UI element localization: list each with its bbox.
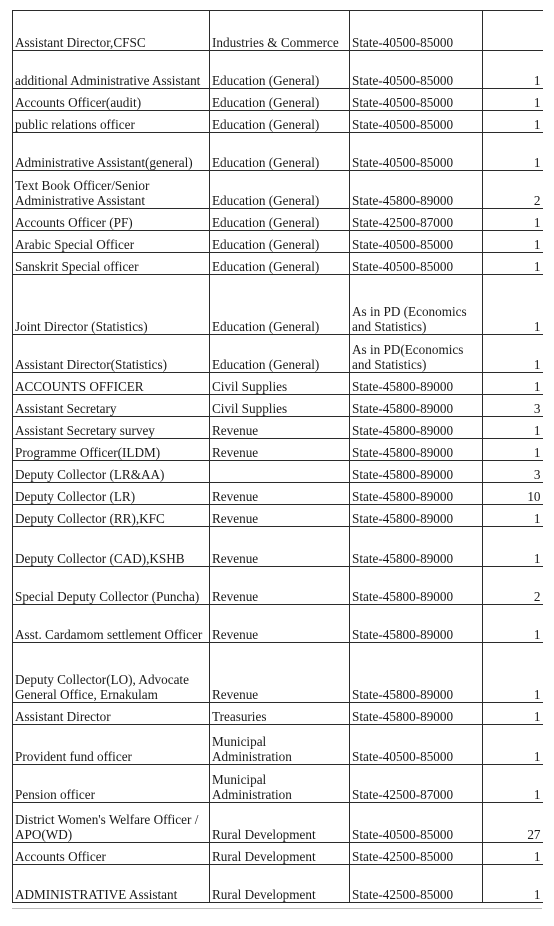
pay-scale-cell: State-45800-89000: [350, 395, 483, 417]
table-row: [13, 11, 543, 51]
vacancy-count-cell: 1: [483, 527, 543, 567]
post-cell: Accounts Officer: [13, 843, 210, 865]
post-cell: Deputy Collector (CAD),KSHB: [13, 527, 210, 567]
pay-scale-cell: State-40500-85000: [350, 253, 483, 275]
table-row: [13, 765, 543, 803]
post-cell: ADMINISTRATIVE Assistant: [13, 865, 210, 903]
posts-table: [12, 10, 543, 903]
pay-scale-cell: State-42500-87000: [350, 209, 483, 231]
post-cell: Joint Director (Statistics): [13, 275, 210, 335]
department-cell: Revenue: [210, 439, 350, 461]
department-cell: Education (General): [210, 111, 350, 133]
post-cell: Assistant Director,CFSC: [13, 11, 210, 51]
pay-scale-cell: State-45800-89000: [350, 605, 483, 643]
post-cell: Accounts Officer (PF): [13, 209, 210, 231]
pay-scale-cell: State-40500-85000: [350, 133, 483, 171]
department-cell: Revenue: [210, 605, 350, 643]
vacancy-count-cell: 1: [483, 373, 543, 395]
post-cell: Administrative Assistant(general): [13, 133, 210, 171]
table-row: [13, 111, 543, 133]
pay-scale-cell: As in PD (Economics and Statistics): [350, 275, 483, 335]
table-row: [13, 505, 543, 527]
pay-scale-cell: State-45800-89000: [350, 483, 483, 505]
department-cell: Industries & Commerce: [210, 11, 350, 51]
department-cell: Rural Development: [210, 843, 350, 865]
table-row: [13, 209, 543, 231]
post-cell: Assistant Director: [13, 703, 210, 725]
department-cell: Revenue: [210, 643, 350, 703]
vacancy-count-cell: 1: [483, 89, 543, 111]
vacancy-count-cell: 1: [483, 439, 543, 461]
pay-scale-cell: State-45800-89000: [350, 171, 483, 209]
post-cell: Deputy Collector(LO), Advocate General Office, Ernakulam: [13, 643, 210, 703]
department-cell: Education (General): [210, 209, 350, 231]
department-cell: Education (General): [210, 335, 350, 373]
pay-scale-cell: State-40500-85000: [350, 803, 483, 843]
table-row: [13, 865, 543, 903]
vacancy-count-cell: 1: [483, 505, 543, 527]
pay-scale-cell: State-40500-85000: [350, 231, 483, 253]
pay-scale-cell: State-40500-85000: [350, 11, 483, 51]
table-row: [13, 231, 543, 253]
post-cell: Asst. Cardamom settlement Officer: [13, 605, 210, 643]
post-cell: Assistant Secretary survey: [13, 417, 210, 439]
post-cell: Assistant Secretary: [13, 395, 210, 417]
vacancy-count-cell: 1: [483, 209, 543, 231]
table-row: [13, 703, 543, 725]
post-cell: Pension officer: [13, 765, 210, 803]
table-row: [13, 395, 543, 417]
post-cell: Text Book Officer/Senior Administrative Assistant: [13, 171, 210, 209]
post-cell: Arabic Special Officer: [13, 231, 210, 253]
table-row: [13, 843, 543, 865]
table-row: [13, 171, 543, 209]
vacancy-count-cell: 3: [483, 395, 543, 417]
vacancy-count-cell: 1: [483, 335, 543, 373]
department-cell: Rural Development: [210, 803, 350, 843]
table-row: [13, 335, 543, 373]
vacancy-count-cell: 1: [483, 843, 543, 865]
pay-scale-cell: State-40500-85000: [350, 51, 483, 89]
table-row: [13, 605, 543, 643]
pay-scale-cell: State-45800-89000: [350, 417, 483, 439]
pay-scale-cell: State-45800-89000: [350, 373, 483, 395]
department-cell: Civil Supplies: [210, 373, 350, 395]
department-cell: Revenue: [210, 505, 350, 527]
table-row: [13, 133, 543, 171]
page-bottom-edge: [12, 908, 542, 909]
table-row: [13, 567, 543, 605]
table-row: [13, 417, 543, 439]
vacancy-count-cell: 27: [483, 803, 543, 843]
table-row: [13, 439, 543, 461]
department-cell: Treasuries: [210, 703, 350, 725]
department-cell: Revenue: [210, 567, 350, 605]
table-row: [13, 803, 543, 843]
department-cell: Rural Development: [210, 865, 350, 903]
pay-scale-cell: State-42500-85000: [350, 843, 483, 865]
table-row: [13, 643, 543, 703]
vacancy-count-cell: 2: [483, 171, 543, 209]
post-cell: Accounts Officer(audit): [13, 89, 210, 111]
pay-scale-cell: State-42500-87000: [350, 765, 483, 803]
vacancy-count-cell: 1: [483, 275, 543, 335]
department-cell: Education (General): [210, 51, 350, 89]
post-cell: public relations officer: [13, 111, 210, 133]
pay-scale-cell: State-45800-89000: [350, 439, 483, 461]
department-cell: Municipal Administration: [210, 765, 350, 803]
vacancy-count-cell: 1: [483, 765, 543, 803]
department-cell: Civil Supplies: [210, 395, 350, 417]
pay-scale-cell: State-40500-85000: [350, 111, 483, 133]
vacancy-count-cell: 2: [483, 567, 543, 605]
pay-scale-cell: State-45800-89000: [350, 461, 483, 483]
vacancy-count-cell: 1: [483, 725, 543, 765]
department-cell: Education (General): [210, 253, 350, 275]
pay-scale-cell: State-45800-89000: [350, 567, 483, 605]
posts-table-body: [13, 11, 543, 903]
pay-scale-cell: State-40500-85000: [350, 725, 483, 765]
document-page: [12, 10, 542, 903]
pay-scale-cell: State-45800-89000: [350, 703, 483, 725]
vacancy-count-cell: 1: [483, 865, 543, 903]
vacancy-count-cell: 1: [483, 111, 543, 133]
post-cell: additional Administrative Assistant: [13, 51, 210, 89]
pay-scale-cell: As in PD(Economics and Statistics): [350, 335, 483, 373]
vacancy-count-cell: 1: [483, 253, 543, 275]
vacancy-count-cell: 1: [483, 643, 543, 703]
department-cell: Education (General): [210, 275, 350, 335]
post-cell: Provident fund officer: [13, 725, 210, 765]
post-cell: Special Deputy Collector (Puncha): [13, 567, 210, 605]
vacancy-count-cell: 1: [483, 51, 543, 89]
table-row: [13, 483, 543, 505]
vacancy-count-cell: 1: [483, 703, 543, 725]
department-cell: Revenue: [210, 527, 350, 567]
post-cell: Assistant Director(Statistics): [13, 335, 210, 373]
table-row: [13, 275, 543, 335]
post-cell: ACCOUNTS OFFICER: [13, 373, 210, 395]
post-cell: Deputy Collector (LR): [13, 483, 210, 505]
department-cell: Municipal Administration: [210, 725, 350, 765]
department-cell: Education (General): [210, 171, 350, 209]
pay-scale-cell: State-45800-89000: [350, 643, 483, 703]
vacancy-count-cell: [483, 11, 543, 51]
department-cell: Education (General): [210, 89, 350, 111]
vacancy-count-cell: 1: [483, 605, 543, 643]
department-cell: Revenue: [210, 483, 350, 505]
table-row: [13, 461, 543, 483]
table-row: [13, 527, 543, 567]
department-cell: Education (General): [210, 133, 350, 171]
table-row: [13, 89, 543, 111]
pay-scale-cell: State-45800-89000: [350, 527, 483, 567]
vacancy-count-cell: 1: [483, 133, 543, 171]
post-cell: District Women's Welfare Officer / APO(WD): [13, 803, 210, 843]
department-cell: Revenue: [210, 417, 350, 439]
table-row: [13, 725, 543, 765]
vacancy-count-cell: 1: [483, 417, 543, 439]
table-row: [13, 51, 543, 89]
vacancy-count-cell: 1: [483, 231, 543, 253]
vacancy-count-cell: 10: [483, 483, 543, 505]
table-row: [13, 373, 543, 395]
post-cell: Deputy Collector (RR),KFC: [13, 505, 210, 527]
pay-scale-cell: State-45800-89000: [350, 505, 483, 527]
department-cell: [210, 461, 350, 483]
post-cell: Sanskrit Special officer: [13, 253, 210, 275]
post-cell: Deputy Collector (LR&AA): [13, 461, 210, 483]
table-row: [13, 253, 543, 275]
pay-scale-cell: State-42500-85000: [350, 865, 483, 903]
department-cell: Education (General): [210, 231, 350, 253]
pay-scale-cell: State-40500-85000: [350, 89, 483, 111]
post-cell: Programme Officer(ILDM): [13, 439, 210, 461]
vacancy-count-cell: 3: [483, 461, 543, 483]
